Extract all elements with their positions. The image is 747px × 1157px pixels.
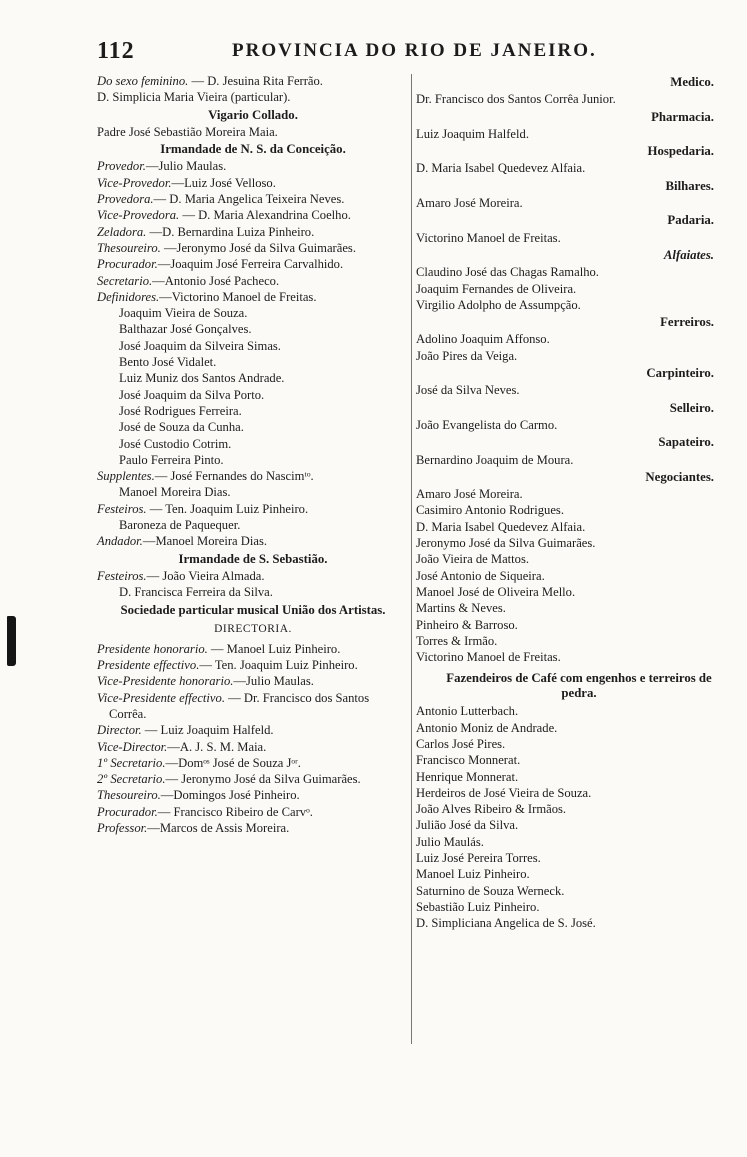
list-item: Francisco Monnerat. <box>416 753 521 768</box>
section-heading-fazendeiros: Fazendeiros de Café com engenhos e terreiros de pedra. <box>446 671 712 701</box>
section-heading: Hospedaria. <box>647 144 714 159</box>
definidor: José de Souza da Cunha. <box>119 420 244 435</box>
sociedade-heading: Sociedade particular musical União dos Artistas. <box>120 602 386 617</box>
list-item: Adolino Joaquim Affonso. <box>416 332 550 347</box>
list-item: D. Maria Isabel Quedevez Alfaia. <box>416 519 586 534</box>
entry-do-sexo-feminino: Do sexo feminino. — D. Jesuina Rita Ferrão. <box>97 74 323 88</box>
list-item: D. Simpliciana Angelica de S. José. <box>416 916 596 931</box>
list-item: Dr. Francisco dos Santos Corrêa Junior. <box>416 92 616 107</box>
list-item: Julio Maulás. <box>416 834 484 849</box>
entry-thesoureiro: Thesoureiro. —Jeronymo José da Silva Guimarães. <box>97 240 356 255</box>
right-column <box>416 73 742 932</box>
entry-presidente-honorario: Presidente honorario. — Manoel Luiz Pinheiro. <box>97 641 341 656</box>
left-column <box>97 73 409 836</box>
entry-director: Director. — Luiz Joaquim Halfeld. <box>97 723 274 738</box>
list-item: Victorino Manoel de Freitas. <box>416 650 561 665</box>
entry-1-secretario: 1º Secretario.—Domᵒˢ José de Souza Jᵒʳ. <box>97 755 301 770</box>
entry-vice-presidente-effectivo: Vice-Presidente effectivo. — Dr. Francisco dos Santos Corrêa. <box>97 690 370 721</box>
section-heading: Ferreiros. <box>660 315 714 330</box>
list-item: João Evangelista do Carmo. <box>416 417 558 432</box>
entry-andador: Andador.—Manoel Moreira Dias. <box>97 534 267 549</box>
entry-provedora: Provedora.— D. Maria Angelica Teixeira Neves. <box>97 192 345 207</box>
definidor: Paulo Ferreira Pinto. <box>119 452 224 467</box>
list-item: João Vieira de Mattos. <box>416 552 530 567</box>
entry-vice-provedora: Vice-Provedora. — D. Maria Alexandrina Coelho. <box>97 208 351 223</box>
list-item: Pinheiro & Barroso. <box>416 617 518 632</box>
ink-blot <box>7 616 16 666</box>
entry-supplentes: Supplentes.— José Fernandes do Nascimᵗᵒ. <box>97 469 314 484</box>
definidor: José Rodrigues Ferreira. <box>119 403 242 418</box>
section-heading: Pharmacia. <box>651 109 714 124</box>
column-divider <box>411 74 412 1044</box>
section-heading: Bilhares. <box>665 178 714 193</box>
page-number: 112 <box>97 38 135 64</box>
definidor: José Joaquim da Silva Porto. <box>119 387 265 402</box>
entry-thesoureiro-sociedade: Thesoureiro.—Domingos José Pinheiro. <box>97 788 300 803</box>
entry-vice-provedor: Vice-Provedor.—Luiz José Velloso. <box>97 175 276 190</box>
irmandade-sebastiao-heading: Irmandade de S. Sebastião. <box>178 551 328 566</box>
entry-procurador-sociedade: Procurador.— Francisco Ribeiro de Carvᵒ. <box>97 804 313 819</box>
list-item: Carlos José Pires. <box>416 736 506 751</box>
section-heading: Carpinteiro. <box>646 366 714 381</box>
entry-definidores: Definidores.—Victorino Manoel de Freitas. <box>97 289 317 304</box>
list-item: Herdeiros de José Vieira de Souza. <box>416 785 592 800</box>
list-item: D. Maria Isabel Quedevez Alfaia. <box>416 161 586 176</box>
section-heading: Negociantes. <box>645 469 714 484</box>
list-item: João Alves Ribeiro & Irmãos. <box>416 802 567 817</box>
list-item: José da Silva Neves. <box>416 383 520 398</box>
definidor: Luiz Muniz dos Santos Andrade. <box>119 371 285 386</box>
festeiro: Baroneza de Paquequer. <box>119 518 241 533</box>
irmandade-conceicao-heading: Irmandade de N. S. da Conceição. <box>160 142 346 157</box>
list-item: Jeronymo José da Silva Guimarães. <box>416 536 596 551</box>
list-item: Julião José da Silva. <box>416 818 519 833</box>
entry-professor: Professor.—Marcos de Assis Moreira. <box>97 821 290 836</box>
list-item: Manoel José de Oliveira Mello. <box>416 584 576 599</box>
list-item: Joaquim Fernandes de Oliveira. <box>416 281 577 296</box>
entry-vice-director: Vice-Director.—A. J. S. M. Maia. <box>97 739 267 754</box>
list-item: Sebastião Luiz Pinheiro. <box>416 899 540 914</box>
entry-2-secretario: 2º Secretario.— Jeronymo José da Silva Guimarães. <box>97 772 361 787</box>
list-item: Claudino José das Chagas Ramalho. <box>416 265 599 280</box>
list-item: Luiz José Pereira Torres. <box>416 851 541 866</box>
list-item: Amaro José Moreira. <box>416 196 523 211</box>
page-title: PROVINCIA DO RIO DE JANEIRO. <box>232 40 597 61</box>
section-heading: Sapateiro. <box>658 435 714 450</box>
entry-simplicia: D. Simplicia Maria Vieira (particular). <box>97 90 291 105</box>
list-item: Casimiro Antonio Rodrigues. <box>416 503 564 518</box>
list-item: Martins & Neves. <box>416 601 506 616</box>
definidor: Balthazar José Gonçalves. <box>119 322 252 337</box>
list-item: Amaro José Moreira. <box>416 487 523 502</box>
list-item: Henrique Monnerat. <box>416 769 519 784</box>
section-heading: Alfaiates. <box>663 247 714 262</box>
entry-zeladora: Zeladora. —D. Bernardina Luiza Pinheiro. <box>97 224 315 239</box>
list-item: Luiz Joaquim Halfeld. <box>416 126 529 141</box>
list-item: Victorino Manoel de Freitas. <box>416 230 561 245</box>
definidor: José Custodio Cotrim. <box>119 436 232 451</box>
list-item: Torres & Irmão. <box>416 633 498 648</box>
list-item: Manoel Luiz Pinheiro. <box>416 867 530 882</box>
entry-vice-presidente-honorario: Vice-Presidente honorario.—Julio Maulas. <box>97 674 314 689</box>
definidor: José Joaquim da Silveira Simas. <box>119 338 281 353</box>
section-heading: Selleiro. <box>669 400 714 415</box>
vigario-heading: Vigario Collado. <box>208 107 298 122</box>
entry-provedor: Provedor.—Julio Maulas. <box>97 159 227 174</box>
vigario-entry: Padre José Sebastião Moreira Maia. <box>97 124 278 139</box>
entry-procurador: Procurador.—Joaquim José Ferreira Carvalhido. <box>97 257 344 272</box>
entry-festeiros: Festeiros. — Ten. Joaquim Luiz Pinheiro. <box>97 501 309 516</box>
entry-secretario: Secretario.—Antonio José Pacheco. <box>97 273 280 288</box>
festeiro: D. Francisca Ferreira da Silva. <box>119 585 273 600</box>
list-item: Saturnino de Souza Werneck. <box>416 883 565 898</box>
list-item: Bernardino Joaquim de Moura. <box>416 452 574 467</box>
definidor: Joaquim Vieira de Souza. <box>119 306 248 321</box>
section-heading: Medico. <box>670 75 714 89</box>
list-item: João Pires da Veiga. <box>416 348 518 363</box>
directoria-heading: DIRECTORIA. <box>214 622 292 635</box>
list-item: Antonio Moniz de Andrade. <box>416 720 558 735</box>
list-item: Antonio Lutterbach. <box>416 704 519 719</box>
list-item: José Antonio de Siqueira. <box>416 568 545 583</box>
list-item: Virgilio Adolpho de Assumpção. <box>416 297 581 312</box>
section-heading: Padaria. <box>667 213 714 228</box>
supplente: Manoel Moreira Dias. <box>119 485 231 500</box>
entry-festeiros-sebastiao: Festeiros.— João Vieira Almada. <box>97 568 265 583</box>
definidor: Bento José Vidalet. <box>119 355 217 370</box>
entry-presidente-effectivo: Presidente effectivo.— Ten. Joaquim Luiz Pinheiro. <box>97 658 358 673</box>
